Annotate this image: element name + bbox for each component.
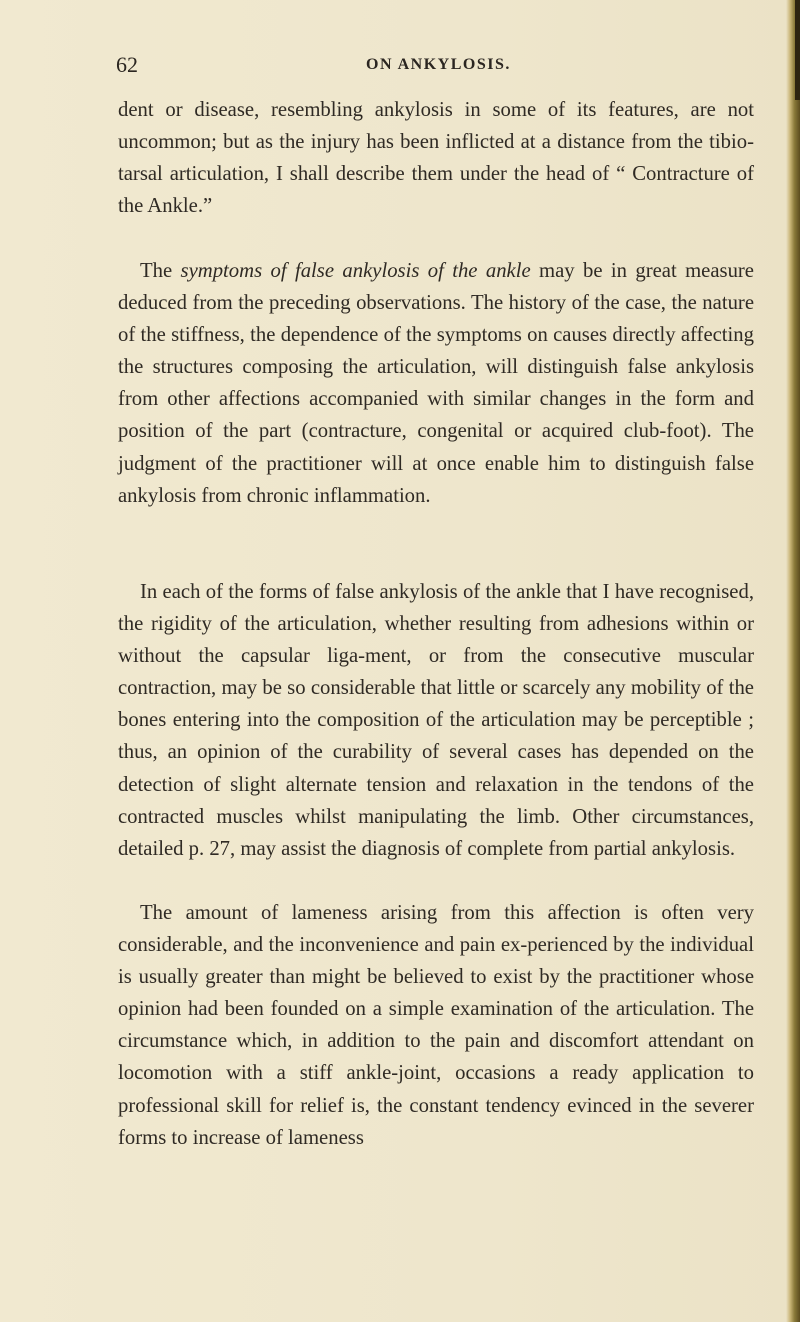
running-head: ON ANKYLOSIS. bbox=[366, 56, 511, 73]
page-number: 62 bbox=[116, 52, 138, 77]
paragraph-4: The amount of lameness arising from this affection is often very considerable, and the inconvenience and pain ex-perienced by the individual is usually greater than might be believed to exist by the practitioner whose opinion had been founded on a simple examination of the articulation. The circumstance which, in addition to the pain and discomfort attendant on locomotion with a stiff ankle-joint, occasions a ready application to professional skill for relief is, the constant tendency evinced in the severer forms to increase of lameness bbox=[118, 902, 754, 1149]
paragraph-2 bbox=[118, 255, 754, 576]
page-header bbox=[116, 52, 776, 82]
paragraph-3: In each of the forms of false ankylosis of the ankle that I have recognised, the rigidity of the articulation, whether resulting from adhesions within or without the capsular liga-ment, or from the consecutive muscular contraction, may be so considerable that little or scarcely any mobility of the bones entering into the composition of the articulation may be perceptible ; thus, an opinion of the curability of several cases has depended on the detection of slight alternate tension and relaxation in the tendons of the contracted muscles whilst manipulating the limb. Other circumstances, detailed p. 27, may assist the diagnosis of complete from partial ankylosis. bbox=[118, 581, 754, 860]
paragraph-1: dent or disease, resembling ankylosis in some of its features, are not uncommon; but as the injury has been inflicted at a distance from the tibio-tarsal articulation, I shall describe them under the head of “ Contracture of the Ankle.” bbox=[118, 99, 754, 218]
paragraph-2-rest: may be in great measure deduced from the preceding observations. The history of the case, the nature of the stiffness, the dependence of the symptoms on causes directly affecting the structures composing the articulation, will distinguish false ankylosis from other affections accompanied with similar changes in the form and position of the part (contracture, congenital or acquired club-foot). The judgment of the practitioner will at once enable him to distinguish false ankylosis from chronic inflammation. bbox=[118, 260, 754, 507]
body-text bbox=[118, 94, 754, 1219]
paragraph-2-italic: symptoms of false ankylosis of the ankle bbox=[180, 260, 531, 282]
page-edge-dark-mark bbox=[795, 0, 800, 100]
paragraph-2-lead: The bbox=[140, 260, 181, 282]
page-edge-shadow bbox=[786, 0, 800, 1322]
